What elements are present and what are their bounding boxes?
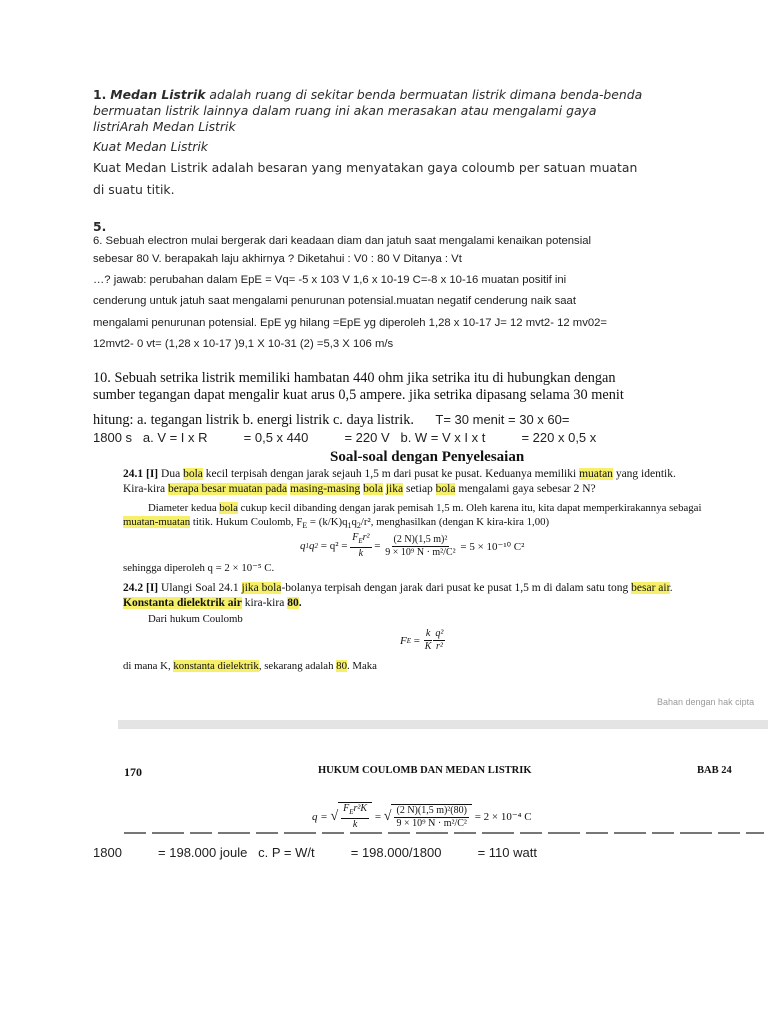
p242-line4 [123,660,377,672]
eq2-equals: = [411,634,423,647]
sec10-line1: 10. Sebuah setrika listrik memiliki hambatan 440 ohm jika setrika itu di hubungkan dengan [93,370,616,386]
eq2-q2: q² [435,628,444,639]
hl-muatan: muatan [579,468,613,480]
sec10-line3 [93,409,569,429]
eq3-q: q = [312,810,331,823]
eq1-k: k [358,548,364,559]
eq3-sqrt-1 [338,802,372,831]
sec6-line2: sebesar 80 V. berapakah laju akhirnya ? Diketahui : V0 : 80 V Ditanya : Vt [93,253,462,265]
sec10-line4: 1800 s a. V = I x R = 0,5 x 440 = 220 V b. W = V x I x t = 220 x 0,5 x [93,430,597,445]
p241-text: mengalami gaya sebesar 2 N? [455,483,596,495]
p241-text: yang identik. [612,468,676,480]
p242-line2 [123,597,302,609]
sec6-line6: 12mvt2- 0 vt= (1,28 x 10-17 )9,1 X 10-31 (2) =5,3 X 106 m/s [93,338,394,350]
hl-text: 80 [336,660,347,672]
p242-text: kira-kira [241,597,288,609]
p242-text: -bolanya terpisah dengan jarak dari pusat ke pusat 1,5 m di dalam satu tong [281,582,632,594]
hl-text: besar air [631,582,670,594]
eq2-fraction-1 [423,628,434,653]
p241-text: /r², menghasilkan (dengan K kira-kira 1,00) [360,516,550,528]
chapter-label: BAB 24 [697,765,732,776]
eq2-k: k [425,628,431,639]
sec10-line3b: T= 30 menit = 30 x 60= [413,412,570,427]
eq3-result: = 2 × 10⁻⁴ C [471,811,532,823]
eq1-f2-num: (2 N)(1,5 m)² [393,533,448,545]
eq2-fraction-2 [433,628,445,653]
eq2-K: K [424,641,432,652]
p242-text: . Maka [346,660,377,672]
p241-text: q [351,516,357,528]
p242-text: Ulangi Soal 24.1 [158,582,242,594]
eq3-f2-num: (2 N)(1,5 m)²(80) [396,804,467,816]
eq3-f: F [343,803,350,814]
p242-label: 24.2 [I] [123,582,159,594]
sqrt-icon: √ [330,808,339,824]
eq3-fraction-2 [394,805,468,830]
p241-text: Kira-kira [123,483,169,495]
eq1-r2: r² [362,532,370,543]
copyright-notice: Bahan dengan hak cipta [657,697,755,707]
sec1-line3: listriArah Medan Listrik [93,119,236,134]
hl-bola: bola [183,468,203,480]
sec1-num: 1. [93,87,107,102]
sec1-line1 [93,87,642,102]
eq1-q: q [300,540,306,552]
p242-text: . [298,597,302,609]
p241-label: 24.1 [I] [123,468,159,480]
page-number: 170 [124,765,142,779]
eq1-result: = 5 × 10⁻¹⁰ C² [457,540,525,553]
sec6-line3: …? jawab: perubahan dalam EpE = Vq= -5 x 103 V 1,6 x 10-19 C=-8 x 10-16 muatan positif ini [93,274,567,286]
sec1-term: Medan Listrik [110,87,206,102]
eq1-q: q [309,540,315,552]
eq2-f: F [400,634,407,647]
equation-2: F E = $\frac{k}{K}$ $\frac{\text{q²}}{\text{r²}}$ [400,628,444,652]
p241-conclusion: sehingga diperoleh q = 2 × 10⁻⁵ C. [123,562,275,574]
eq3-f2-den: 9 × 10⁹ N · m²/C² [396,817,467,829]
sec1-line6: di suatu titik. [93,182,175,197]
hl-text: Konstanta dielektrik air [123,597,242,609]
p241-line3 [148,502,701,514]
p241-line4: muatan-muatan titik. Hukum Coulomb, $F_E = (k/K)q_1q_2/r^2$, menghasilkan (dengan K kira-kira 1,00) [123,516,550,531]
chapter-title: HUKUM COULOMB DAN MEDAN LISTRIK [318,765,532,776]
p242-line1 [123,582,673,594]
p241-text: Dua [158,468,184,480]
hl-text: masing-masing [290,483,361,495]
p241-line1 [123,468,676,480]
p242-text: . [669,582,673,594]
p242-line3: Dari hukum Coulomb [148,613,243,625]
sec1-line2: bermuatan listrik lainnya dalam ruang ini akan merasakan atau mengalami gaya [93,103,597,118]
p241-text: Diameter kedua [148,502,220,514]
eq3-equals: = [372,810,384,823]
p241-text: = (k/K)q [307,516,348,528]
sec6-line5: mengalami penurunan potensial. EpE yg hilang =EpE yg diperoleh 1,28 x 10-17 J= 12 mvt2- 12 mv02= [93,317,608,329]
eq2-r2: r² [435,641,443,652]
hl-text: jika [385,483,404,495]
p242-text: di mana K, [123,660,174,672]
page-divider [118,720,768,729]
sec1-line5: Kuat Medan Listrik adalah besaran yang menyatakan gaya coloumb per satuan muatan [93,160,638,175]
equation-1: q 1 q 2 = q² = $\frac{F_Er^2}{k}$ = $\frac{\text{(2 N)(1,5 m)²}}{\text{9 × 10⁹ N · m²/C²}}$ = 5 × 10⁻¹⁰ C² [300,532,525,559]
hl-text: bola [219,502,238,514]
equation-3 [312,802,532,831]
sec10-last-line: 1800 = 198.000 joule c. P = W/t = 198.000/1800 = 110 watt [93,845,537,860]
eq1-fraction-1: $\frac{F_Er^2}{k}$ [352,532,370,559]
hl-text: bola [435,483,456,495]
eq1-equals: = q² = [318,540,351,552]
eq1-equals: = [371,540,384,552]
sqrt-icon: √ [383,808,392,824]
sec6-line1: 6. Sebuah electron mulai bergerak dari keadaan diam dan jatuh saat mengalami kenaikan potensial [93,235,592,247]
hl-text: 80 [287,597,299,609]
p242-text: , sekarang adalah [258,660,337,672]
sec6-line4: cenderung untuk jatuh saat mengalami penurunan potensial.muatan negatif cenderung naik saat [93,295,576,307]
eq3-r2k: r²K [353,803,368,814]
eq1-f2-den: 9 × 10⁹ N · m²/C² [385,546,456,558]
hl-text: konstanta dielektrik [173,660,259,672]
eq3-sqrt-2 [391,804,471,830]
sec1-line4: Kuat Medan Listrik [93,139,208,154]
eq3-k: k [352,819,358,830]
eq1-fraction-2 [383,534,457,559]
hl-text: jika bola [241,582,282,594]
p241-text: setiap [403,483,436,495]
sec10-line3a: hitung: a. tegangan listrik b. energi listrik c. daya listrik. [93,412,414,428]
hl-text: muatan-muatan [123,516,191,528]
p241-text: titik. Hukum Coulomb, F [190,516,303,528]
p241-text: cukup kecil dibanding dengan jarak pemisah 1,5 m. Oleh karena itu, kita dapat memperkirakannya sebagai [237,502,702,514]
p241-text: kecil terpisah dengan jarak sejauh 1,5 m dari pusat ke pusat. Keduanya memiliki [202,468,580,480]
eq1-f: F [352,532,359,543]
scan-header: Soal-soal dengan Penyelesaian [330,449,525,465]
p241-line2 [123,483,596,495]
sec10-line2: sumber tegangan dapat mengalir kuat arus 0,5 ampere. jika setrika dipasang selama 30 menit [93,387,624,403]
sec1-line1-rest: adalah ruang di sekitar benda bermuatan listrik dimana benda-benda [205,87,643,102]
eq3-fraction-1: $\frac{F_Er^2K}{k}$ [343,803,368,830]
cutoff-scan-line [124,831,764,834]
sec5-num: 5. [93,219,107,234]
hl-text: berapa besar muatan pada [168,483,288,495]
hl-text: bola [363,483,383,495]
